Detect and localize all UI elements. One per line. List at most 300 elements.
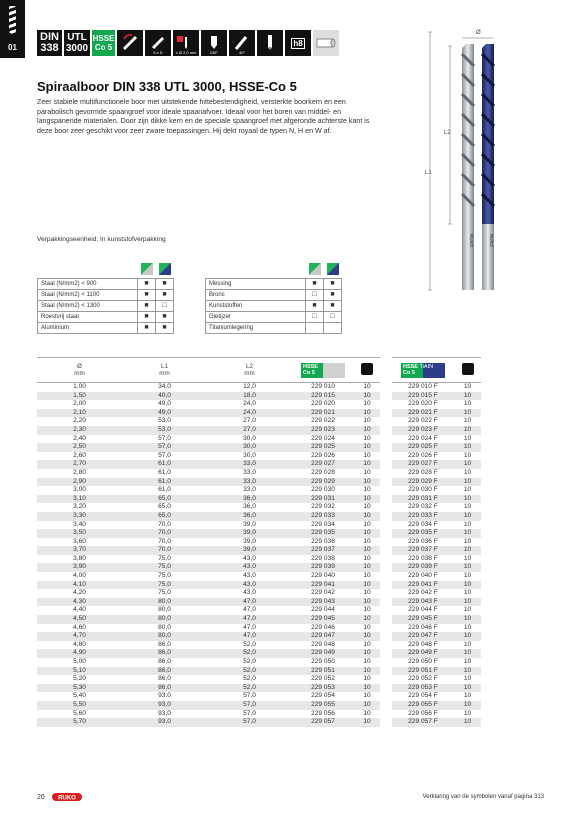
- cell-pack-qty: 10: [354, 478, 380, 487]
- cell-article-number-coated: 229 023 F: [392, 426, 454, 435]
- cell-l1: 86,0: [122, 667, 207, 676]
- cell-article-number: 229 032: [311, 503, 335, 511]
- cell-l2: 39,0: [207, 529, 292, 538]
- cell-l2: 43,0: [243, 589, 256, 597]
- diameter-dimension-label: Ø: [476, 30, 481, 36]
- table-row: [37, 624, 481, 633]
- suitability-mark: □: [324, 311, 342, 322]
- pilot-tip-icon: [173, 30, 199, 56]
- table-row: [37, 400, 481, 409]
- cell-pack-qty-coated: 10: [454, 632, 481, 641]
- cell-article-number: 229 049: [292, 649, 354, 658]
- cell-diameter: 4,80: [73, 640, 86, 648]
- cell-l2: 43,0: [207, 581, 292, 590]
- material-name: Titaniumlegering: [206, 322, 306, 333]
- column-gap: [380, 589, 392, 598]
- cell-l1: 70,0: [122, 529, 207, 538]
- cell-article-number-coated: 229 040 F: [408, 572, 438, 580]
- cell-pack-qty-coated: 10: [463, 434, 472, 442]
- cell-pack-qty: 10: [363, 589, 371, 597]
- cell-pack-qty-coated: 10: [463, 692, 472, 700]
- cell-l1: 70,0: [158, 520, 171, 528]
- cell-pack-qty: 10: [354, 392, 380, 401]
- cell-article-number: 229 023: [292, 426, 354, 435]
- cell-article-number-coated: 229 025 F: [392, 443, 454, 452]
- suitability-mark: □: [156, 300, 174, 311]
- cell-l1: 61,0: [122, 460, 207, 469]
- cell-article-number-coated: 229 056 F: [408, 709, 438, 717]
- cell-l1: 86,0: [122, 649, 207, 658]
- cell-article-number-coated: 229 010 F: [408, 383, 438, 390]
- suitability-mark: ■: [138, 278, 156, 289]
- split-point-icon: [257, 30, 283, 56]
- cell-l1: 86,0: [158, 675, 171, 683]
- cell-l2: 57,0: [243, 709, 256, 717]
- drill-technical-drawing: [400, 24, 510, 294]
- cell-article-number-coated: 229 054 F: [408, 692, 438, 700]
- suitability-mark: ■: [156, 311, 174, 322]
- drill-depth-icon: [145, 30, 171, 56]
- cell-pack-qty: 10: [354, 495, 380, 504]
- symbol-legend-note: Verklaring van de symbolen vanaf pagina 313: [422, 794, 544, 800]
- table-row: [37, 581, 481, 590]
- cell-l2: 57,0: [207, 718, 292, 727]
- suitability-mark: ■: [156, 289, 174, 300]
- material-name: Staal (N/mm2) < 900: [38, 278, 138, 289]
- cell-diameter: 2,20: [73, 417, 86, 425]
- table-row: [37, 615, 481, 624]
- suitability-mark: ■: [138, 289, 156, 300]
- cell-l1: 57,0: [122, 443, 207, 452]
- column-gap: [380, 675, 392, 684]
- cell-article-number: 229 039: [292, 563, 354, 572]
- column-gap: [380, 460, 392, 469]
- column-gap: [380, 563, 392, 572]
- cell-diameter: 4,00: [73, 572, 86, 580]
- cell-diameter: 2,40: [73, 434, 86, 442]
- material-row: [38, 278, 174, 289]
- cell-pack-qty-coated: 10: [454, 460, 481, 469]
- cell-pack-qty: 10: [354, 615, 380, 624]
- cell-pack-qty-coated: 10: [454, 529, 481, 538]
- material-name: Brons: [206, 289, 306, 300]
- table-row: [37, 632, 481, 641]
- cell-article-number-coated: 229 024 F: [408, 434, 438, 442]
- column-gap: [380, 555, 392, 564]
- cylindrical-shank-icon: [313, 30, 339, 56]
- drill-icon: [9, 6, 16, 34]
- cell-diameter: 3,30: [37, 512, 122, 521]
- cell-pack-qty-coated: 10: [454, 581, 481, 590]
- l2-dimension-label: L2: [444, 130, 451, 136]
- cell-article-number-coated: 229 047 F: [392, 632, 454, 641]
- column-gap: [380, 383, 392, 392]
- cell-diameter: 2,80: [73, 468, 86, 476]
- suitability-mark: ■: [156, 322, 174, 333]
- cell-pack-qty-coated: 10: [463, 486, 472, 494]
- table-row: [37, 469, 481, 478]
- cell-diameter: 5,70: [37, 718, 122, 727]
- material-row: [38, 300, 174, 311]
- column-gap: [380, 486, 392, 495]
- cell-article-number: 229 024: [311, 434, 335, 442]
- cell-article-number-coated: 229 021 F: [392, 409, 454, 418]
- cell-pack-qty-coated: 10: [463, 400, 472, 408]
- cell-pack-qty-coated: 10: [463, 417, 472, 425]
- utl-icon: [64, 30, 90, 56]
- depth-label: 5 x D: [153, 50, 163, 55]
- material-name: Gietijzer: [206, 311, 306, 322]
- column-gap: [380, 443, 392, 452]
- cell-diameter: 4,90: [37, 649, 122, 658]
- cell-article-number: 229 045: [292, 615, 354, 624]
- column-gap: [380, 718, 392, 727]
- suitability-mark: [324, 322, 342, 333]
- cell-l1: 75,0: [158, 572, 171, 580]
- cell-article-number-coated: 229 048 F: [408, 640, 438, 648]
- cell-diameter: 3,90: [37, 563, 122, 572]
- suitability-mark: ■: [306, 300, 324, 311]
- material-row: [38, 322, 174, 333]
- drill-gray: [462, 44, 474, 290]
- cell-pack-qty: 10: [354, 460, 380, 469]
- cell-l1: 49,0: [158, 400, 171, 408]
- cell-article-number-coated: 229 015 F: [392, 392, 454, 401]
- cell-article-number: 229 052: [311, 675, 335, 683]
- cell-pack-qty-coated: 10: [454, 649, 481, 658]
- cell-pack-qty: 10: [354, 443, 380, 452]
- cell-pack-qty: 10: [363, 606, 371, 614]
- cell-article-number: 229 031: [292, 495, 354, 504]
- cell-diameter: 2,90: [37, 478, 122, 487]
- cell-l1: 86,0: [158, 640, 171, 648]
- column-gap: [380, 598, 392, 607]
- cell-article-number: 229 050: [311, 658, 335, 665]
- cell-article-number-coated: 229 020 F: [408, 400, 438, 408]
- cell-article-number-coated: 229 050 F: [408, 658, 438, 665]
- cell-article-number: 229 020: [311, 400, 335, 408]
- table-row: [37, 443, 481, 452]
- cell-article-number: 229 043: [292, 598, 354, 607]
- cell-article-number: 229 051: [292, 667, 354, 676]
- table-row: [37, 684, 481, 693]
- table-row: [37, 409, 481, 418]
- cell-article-number-coated: 229 041 F: [392, 581, 454, 590]
- table-row: [37, 383, 481, 392]
- table-row: [37, 435, 481, 444]
- column-gap: [380, 478, 392, 487]
- cell-l2: 36,0: [243, 503, 256, 511]
- cell-diameter: 3,10: [37, 495, 122, 504]
- cell-diameter: 5,30: [37, 684, 122, 693]
- cell-article-number: 229 055: [292, 701, 354, 710]
- table-row: [37, 529, 481, 538]
- cell-pack-qty-coated: 10: [463, 383, 472, 390]
- cell-diameter: 4,20: [73, 589, 86, 597]
- cell-pack-qty-coated: 10: [463, 468, 472, 476]
- cell-diameter: 4,50: [37, 615, 122, 624]
- point-angle-icon: [201, 30, 227, 56]
- cell-article-number-coated: 229 046 F: [408, 623, 438, 631]
- suitability-mark: ■: [324, 278, 342, 289]
- table-row: [37, 460, 481, 469]
- cell-pack-qty: 10: [354, 529, 380, 538]
- cell-pack-qty-coated: 10: [463, 503, 472, 511]
- cell-diameter: 2,50: [37, 443, 122, 452]
- suitability-mark: ■: [138, 300, 156, 311]
- product-description: Zeer stabiele multifunctionele boor met uitstekende hittebestendigheid, versterkte boorkern en een parabolisch gevormde spaangroef voor ideale spaanafvoer. Ideaal voor het boren van middel- en langspanende materialen. Door zijn dikke kern en de speciale spaangroef met afgeronde achterste kant is deze boor zeer geschikt voor zeer zware toepassingen. Hij dekt royaal de typen N, H en W af.: [37, 98, 370, 135]
- cell-l1: 34,0: [158, 383, 171, 390]
- hsse-material-icon: [92, 30, 115, 56]
- cell-article-number: 229 037: [292, 546, 354, 555]
- cell-diameter: 1,00: [73, 383, 86, 390]
- cell-article-number: 229 030: [311, 486, 335, 494]
- table-row: [37, 538, 481, 547]
- hsse-label: HSSE: [92, 34, 115, 43]
- cell-l2: 24,0: [243, 400, 256, 408]
- cell-l1: 65,0: [122, 495, 207, 504]
- col-l1-header: L1 mm: [122, 358, 207, 383]
- table-row: [37, 452, 481, 461]
- material-name: Staal (N/mm2) < 1100: [38, 289, 138, 300]
- cell-l1: 49,0: [122, 409, 207, 418]
- column-gap: [380, 701, 392, 710]
- utl-label: UTL: [67, 32, 87, 43]
- col-article-header: [292, 358, 354, 383]
- cell-diameter: 2,10: [37, 409, 122, 418]
- cell-diameter: 3,50: [37, 529, 122, 538]
- cell-l1: 75,0: [158, 589, 171, 597]
- cell-article-number-coated: 229 027 F: [392, 460, 454, 469]
- cell-l2: 12,0: [243, 383, 256, 390]
- cell-pack-qty-coated: 10: [463, 675, 472, 683]
- cell-pack-qty: 10: [354, 512, 380, 521]
- material-row: [206, 278, 342, 289]
- cell-pack-qty: 10: [363, 451, 371, 459]
- rotation-drill-icon: [117, 30, 143, 56]
- cell-l2: 57,0: [207, 701, 292, 710]
- cell-l2: 47,0: [243, 606, 256, 614]
- table-row: [37, 701, 481, 710]
- table-row: [37, 710, 481, 719]
- cell-l1: 65,0: [122, 512, 207, 521]
- cell-article-number: 229 038: [311, 554, 335, 562]
- cell-l1: 57,0: [158, 451, 171, 459]
- column-gap: [380, 546, 392, 555]
- cell-pack-qty: 10: [363, 486, 371, 494]
- cell-l2: 47,0: [243, 623, 256, 631]
- column-gap: [380, 495, 392, 504]
- cell-l1: 80,0: [122, 598, 207, 607]
- cell-article-number: 229 044: [311, 606, 335, 614]
- cell-l1: 86,0: [158, 658, 171, 665]
- cell-pack-qty: 10: [363, 417, 371, 425]
- brand-engraving-blue: RUKO: [489, 234, 494, 248]
- cell-l2: 52,0: [243, 675, 256, 683]
- cell-article-number: 229 026: [311, 451, 335, 459]
- cell-diameter: 3,70: [37, 546, 122, 555]
- cell-pack-qty: 10: [363, 709, 371, 717]
- table-row: [37, 521, 481, 530]
- cell-l2: 30,0: [243, 451, 256, 459]
- cell-l1: 93,0: [122, 718, 207, 727]
- table-row: [37, 512, 481, 521]
- cell-diameter: 5,50: [37, 701, 122, 710]
- size-table: [37, 357, 481, 727]
- table-row: [37, 503, 481, 512]
- cell-pack-qty-coated: 10: [463, 623, 472, 631]
- hsse-co5-badge: HSSE Co 5: [301, 363, 345, 378]
- helix-angle-icon: [229, 30, 255, 56]
- table-row: [37, 641, 481, 650]
- table-row: [37, 589, 481, 598]
- cell-l2: 39,0: [243, 537, 256, 545]
- cell-pack-qty: 10: [354, 667, 380, 676]
- cell-article-number-coated: 229 043 F: [392, 598, 454, 607]
- cell-l2: 27,0: [207, 426, 292, 435]
- cell-pack-qty-coated: 10: [454, 478, 481, 487]
- column-gap: [380, 710, 392, 719]
- cell-pack-qty: 10: [363, 554, 371, 562]
- cell-article-number: 229 025: [292, 443, 354, 452]
- cell-pack-qty: 10: [354, 598, 380, 607]
- cell-article-number: 229 035: [292, 529, 354, 538]
- cell-pack-qty: 10: [363, 503, 371, 511]
- col-pack-header: [354, 358, 380, 383]
- material-header-spacer: [38, 262, 138, 278]
- cell-pack-qty-coated: 10: [454, 615, 481, 624]
- ruko-logo: [52, 790, 82, 802]
- suitability-mark: ■: [156, 278, 174, 289]
- cell-pack-qty: 10: [354, 581, 380, 590]
- cell-article-number: 229 040: [311, 572, 335, 580]
- table-row: [37, 649, 481, 658]
- cell-pack-qty-coated: 10: [463, 537, 472, 545]
- cell-l2: 43,0: [207, 563, 292, 572]
- column-gap: [380, 529, 392, 538]
- cell-l2: 24,0: [207, 409, 292, 418]
- cell-l2: 18,0: [207, 392, 292, 401]
- cell-l1: 53,0: [122, 426, 207, 435]
- cell-l2: 43,0: [243, 554, 256, 562]
- material-row: [206, 311, 342, 322]
- cell-pack-qty: 10: [354, 546, 380, 555]
- table-row: [37, 718, 481, 727]
- material-header-uncoated: [138, 262, 156, 278]
- cell-article-number-coated: 229 053 F: [392, 684, 454, 693]
- column-gap: [380, 512, 392, 521]
- cell-article-number: 229 053: [292, 684, 354, 693]
- cell-pack-qty-coated: 10: [454, 495, 481, 504]
- col-pack-coated-header: [454, 358, 481, 383]
- column-gap: [380, 469, 392, 478]
- table-row: [37, 606, 481, 615]
- cell-pack-qty-coated: 10: [454, 443, 481, 452]
- suitability-mark: □: [306, 289, 324, 300]
- cell-l1: 80,0: [158, 606, 171, 614]
- cell-pack-qty-coated: 10: [454, 701, 481, 710]
- drill-blue: [482, 44, 494, 290]
- cell-l1: 61,0: [158, 468, 171, 476]
- cell-pack-qty: 10: [363, 468, 371, 476]
- table-row: [37, 563, 481, 572]
- cell-article-number-coated: 229 049 F: [392, 649, 454, 658]
- cell-pack-qty: 10: [363, 692, 371, 700]
- table-row: [37, 555, 481, 564]
- cell-diameter: 4,60: [73, 623, 86, 631]
- col-l2-header: L2 mm: [207, 358, 292, 383]
- cell-l1: 70,0: [122, 546, 207, 555]
- cell-l2: 52,0: [207, 684, 292, 693]
- hsse-co5-tialn-badge: HSSE TiAIN Co 5: [401, 363, 445, 378]
- cell-pack-qty-coated: 10: [454, 684, 481, 693]
- suitability-mark: ■: [306, 278, 324, 289]
- cell-article-number: 229 021: [292, 409, 354, 418]
- cell-pack-qty: 10: [363, 658, 371, 665]
- column-gap: [380, 606, 392, 615]
- cell-article-number-coated: 229 035 F: [392, 529, 454, 538]
- table-row: [37, 478, 481, 487]
- din-number: 338: [40, 42, 59, 54]
- cell-diameter: 4,40: [73, 606, 86, 614]
- cell-article-number-coated: 229 032 F: [408, 503, 438, 511]
- utl-number: 3000: [65, 43, 89, 54]
- material-name: Kunststoffen: [206, 300, 306, 311]
- cell-diameter: 4,70: [37, 632, 122, 641]
- l1-dimension-label: L1: [425, 170, 432, 176]
- cell-pack-qty-coated: 10: [463, 606, 472, 614]
- cell-article-number-coated: 229 052 F: [408, 675, 438, 683]
- chapter-tab: [0, 0, 25, 58]
- cell-article-number: 229 010: [311, 383, 335, 390]
- cell-pack-qty-coated: 10: [463, 709, 472, 717]
- cell-l1: 80,0: [158, 623, 171, 631]
- cell-pack-qty-coated: 10: [463, 554, 472, 562]
- column-gap: [380, 452, 392, 461]
- cell-l1: 61,0: [122, 478, 207, 487]
- cell-article-number-coated: 229 039 F: [392, 563, 454, 572]
- cell-article-number: 229 036: [311, 537, 335, 545]
- cell-pack-qty-coated: 10: [454, 409, 481, 418]
- material-header-coated: [324, 262, 342, 278]
- cell-pack-qty-coated: 10: [454, 426, 481, 435]
- cell-l2: 47,0: [207, 615, 292, 624]
- cell-diameter: 2,00: [73, 400, 86, 408]
- cell-article-number-coated: 229 029 F: [392, 478, 454, 487]
- suitability-mark: [306, 322, 324, 333]
- suitability-mark: ■: [324, 289, 342, 300]
- material-name: Staal (N/mm2) < 1300: [38, 300, 138, 311]
- cell-diameter: 3,80: [73, 554, 86, 562]
- suitability-mark: ■: [138, 311, 156, 322]
- col-article-coated-header: [392, 358, 454, 383]
- cell-l1: 40,0: [122, 392, 207, 401]
- cell-article-number: 229 057: [292, 718, 354, 727]
- material-name: Aluminium: [38, 322, 138, 333]
- column-gap: [380, 358, 392, 383]
- cell-l1: 70,0: [158, 537, 171, 545]
- column-gap: [380, 615, 392, 624]
- cell-pack-qty: 10: [363, 537, 371, 545]
- material-row: [38, 311, 174, 322]
- cell-diameter: 5,20: [73, 675, 86, 683]
- column-gap: [380, 632, 392, 641]
- cell-pack-qty-coated: 10: [463, 658, 472, 665]
- cell-article-number-coated: 229 055 F: [392, 701, 454, 710]
- cell-l2: 52,0: [243, 658, 256, 665]
- chapter-number: 01: [8, 43, 17, 52]
- cell-l1: 80,0: [122, 632, 207, 641]
